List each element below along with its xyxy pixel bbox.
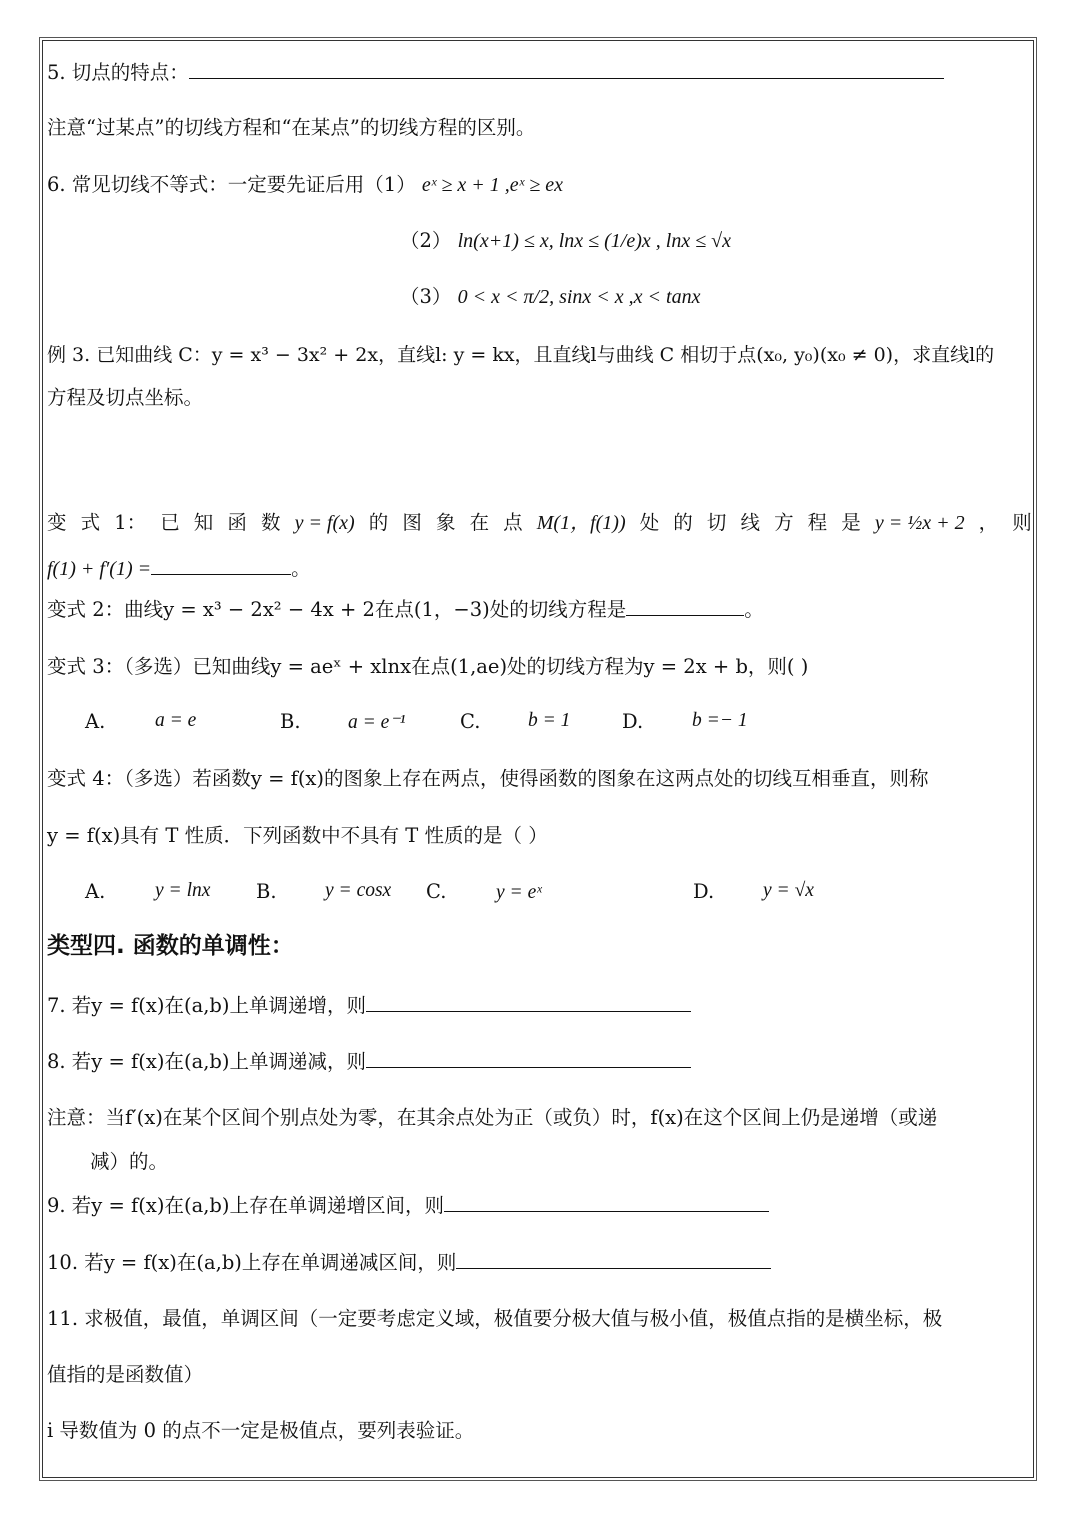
example-3-line-2: 方程及切点坐标。	[47, 386, 204, 409]
variant-1-token: 象	[435, 511, 456, 534]
item-9-text: 9. 若y = f(x)在(a,b)上存在单调递增区间，则	[47, 1194, 445, 1217]
note-2-line-1: 注意：当f′(x)在某个区间个别点处为零，在其余点处为正（或负）时，f(x)在这个区间上仍是递增（或递	[47, 1106, 938, 1129]
option-b-label: B.	[256, 880, 277, 903]
option-c-label: C.	[460, 710, 481, 733]
variant-1-token: 数	[260, 511, 281, 534]
item-6-3	[400, 284, 700, 310]
variant-1-token: 变	[47, 511, 67, 534]
variant-4-line-1: 变式 4：（多选）若函数y = f(x)的图象上存在两点，使得函数的图象在这两点处的切线互相垂直，则称	[47, 767, 929, 790]
note-1: 注意“过某点”的切线方程和“在某点”的切线方程的区别。	[47, 116, 536, 139]
option-c-value: y = eˣ	[496, 882, 542, 903]
variant-3: 变式 3：（多选）已知曲线y = aeˣ + xlnx在点(1,ae)处的切线方程为y = 2x + b，则( )	[47, 655, 809, 678]
example-3-line-1: 例 3. 已知曲线 C：y = x³ − 3x² + 2x，直线l: y = kx，且直线l与曲线 C 相切于点(x₀, y₀)(x₀ ≠ 0)，求直线l的	[47, 344, 995, 366]
inequality-2-number: （2）	[400, 229, 452, 252]
variant-1-token: 程	[807, 511, 828, 534]
option-d-value: y = √x	[763, 880, 814, 901]
variant-1-token: 则	[1012, 511, 1032, 534]
option-c-label: C.	[426, 880, 447, 903]
inequality-2: ln(x+1) ≤ x, lnx ≤ (1/e)x , lnx ≤ √x	[457, 230, 732, 252]
item-11-line-2: 值指的是函数值）	[47, 1363, 204, 1386]
variant-1-line-2	[47, 556, 311, 582]
variant-2	[47, 597, 764, 623]
variant-2-text: 变式 2：曲线y = x³ − 2x² − 4x + 2在点(1，−3)处的切线方程是	[47, 598, 627, 621]
variant-1-line-1	[47, 510, 1032, 536]
item-8	[47, 1049, 691, 1075]
variant-1-token: 的	[368, 511, 389, 534]
option-d-label: D.	[693, 880, 715, 903]
variant-1-token: 处	[639, 511, 660, 534]
variant-1-token: 方	[774, 511, 794, 534]
item-5-text: 5. 切点的特点：	[47, 61, 189, 84]
item-5	[47, 60, 944, 86]
variant-1-token: y = ½x + 2	[874, 512, 965, 534]
option-d-value: b =− 1	[692, 710, 748, 731]
variant-1-token: M(1，f(1))	[536, 512, 626, 534]
item-10-text: 10. 若y = f(x)在(a,b)上存在单调递减区间，则	[47, 1251, 457, 1274]
option-b-value: a = e⁻¹	[348, 712, 406, 733]
variant-1-token: 在	[469, 511, 490, 534]
variant-1-token: 已	[160, 511, 180, 534]
item-8-text: 8. 若y = f(x)在(a,b)上单调递减，则	[47, 1050, 367, 1073]
item-6-text: 6. 常见切线不等式：一定要先证后用（1）	[47, 173, 416, 196]
section-heading-type-4: 类型四. 函数的单调性：	[47, 933, 294, 959]
variant-1-token: ，	[978, 511, 999, 534]
answer-blank	[189, 60, 944, 79]
option-d-label: D.	[622, 710, 644, 733]
option-a-value: y = lnx	[155, 880, 211, 901]
option-c-value: b = 1	[528, 710, 571, 731]
inequality-1: eˣ ≥ x + 1 ,eˣ ≥ ex	[421, 174, 564, 196]
variant-1-expression: f(1) + f′(1) =	[47, 558, 152, 580]
answer-blank	[456, 1250, 771, 1269]
variant-1-token: 知	[193, 511, 214, 534]
item-6-2	[400, 228, 731, 254]
variant-1-token: 线	[740, 511, 760, 534]
variant-1-token: 式	[80, 511, 101, 534]
answer-blank	[444, 1193, 769, 1212]
inequality-3-number: （3）	[400, 285, 452, 308]
note-2-line-2: 减）的。	[90, 1150, 169, 1173]
variant-4-line-2: y = f(x)具有 T 性质．下列函数中不具有 T 性质的是（ ）	[47, 824, 548, 847]
variant-1-token: 的	[673, 511, 693, 534]
variant-1-token: 是	[841, 511, 861, 534]
variant-1-token: 切	[706, 511, 727, 534]
item-7	[47, 993, 691, 1019]
item-11-line-1: 11. 求极值，最值，单调区间（一定要考虑定义域，极值要分极大值与极小值，极值点指的是横坐标，极	[47, 1307, 943, 1330]
answer-blank	[626, 597, 744, 616]
item-10	[47, 1250, 771, 1276]
item-9	[47, 1193, 769, 1219]
variant-1-token: 点	[503, 511, 523, 534]
option-a-label: A.	[85, 880, 106, 903]
answer-blank	[366, 993, 691, 1012]
variant-1-token: 图	[402, 511, 422, 534]
inequality-3: 0 < x < π/2, sinx < x ,x < tanx	[457, 286, 701, 308]
answer-blank	[366, 1049, 691, 1068]
item-7-text: 7. 若y = f(x)在(a,b)上单调递增，则	[47, 994, 367, 1017]
option-b-value: y = cosx	[325, 880, 392, 901]
variant-1-token: 1：	[114, 511, 147, 534]
item-6	[47, 172, 563, 198]
option-a-value: a = e	[155, 710, 197, 731]
period: 。	[744, 598, 764, 621]
answer-blank	[151, 556, 291, 575]
variant-1-token: y = f(x)	[294, 512, 355, 534]
period: 。	[291, 557, 311, 580]
option-a-label: A.	[85, 710, 106, 733]
variant-1-token: 函	[227, 511, 247, 534]
item-11-note: i 导数值为 0 的点不一定是极值点，要列表验证。	[47, 1419, 475, 1442]
option-b-label: B.	[280, 710, 301, 733]
